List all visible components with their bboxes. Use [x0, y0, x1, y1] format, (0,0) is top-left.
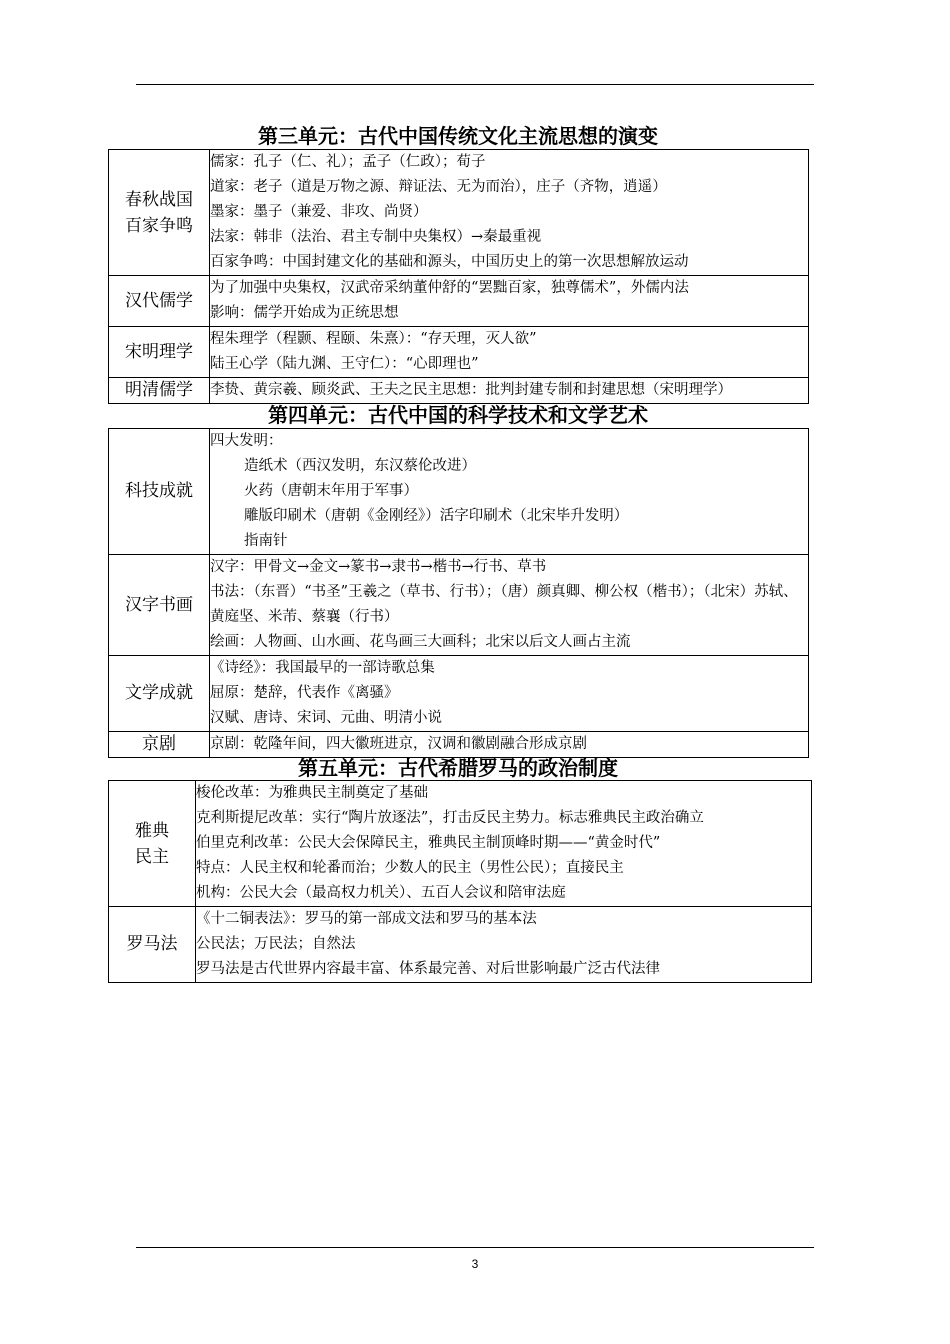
unit4-title: 第四单元：古代中国的科学技术和文学艺术 — [268, 403, 648, 427]
table-row — [109, 732, 809, 758]
row-content — [210, 429, 809, 555]
table-row — [109, 555, 809, 656]
text-line: 屈原：楚辞，代表作《离骚》 — [210, 685, 399, 701]
row-label: 科技成就 — [109, 429, 210, 555]
text-line: 影响：儒学开始成为正统思想 — [210, 305, 399, 321]
table-row — [109, 378, 809, 404]
text-line: 汉赋、唐诗、宋词、元曲、明清小说 — [210, 710, 442, 726]
row-content — [196, 781, 812, 907]
text-line: 梭伦改革：为雅典民主制奠定了基础 — [196, 785, 428, 801]
unit4-table — [108, 428, 809, 758]
table-row — [109, 429, 809, 555]
text-line: 罗马法是古代世界内容最丰富、体系最完善、对后世影响最广泛古代法律 — [196, 961, 660, 977]
text-line: 墨家：墨子（兼爱、非攻、尚贤） — [210, 204, 428, 220]
table-row — [109, 907, 812, 983]
text-line: 指南针 — [244, 533, 288, 549]
row-content — [210, 378, 809, 404]
text-line: 造纸术（西汉发明，东汉蔡伦改进） — [244, 458, 476, 474]
table-row — [109, 150, 809, 276]
row-content — [210, 732, 809, 758]
text-line: 绘画：人物画、山水画、花鸟画三大画科；北宋以后文人画占主流 — [210, 634, 631, 650]
text-line: 四大发明： — [210, 433, 283, 449]
text-line: 伯里克利改革：公民大会保障民主，雅典民主制顶峰时期——“黄金时代” — [196, 835, 661, 851]
footer-rule — [136, 1247, 814, 1248]
text-line: 《诗经》：我国最早的一部诗歌总集 — [210, 660, 435, 676]
header-rule — [136, 84, 814, 85]
row-label: 京剧 — [109, 732, 210, 758]
table-row — [109, 276, 809, 327]
row-label: 文学成就 — [109, 656, 210, 732]
text-line: 陆王心学（陆九渊、王守仁）：“心即理也” — [210, 356, 479, 372]
text-line: 克利斯提尼改革：实行“陶片放逐法”，打击反民主势力。标志雅典民主政治确立 — [196, 810, 704, 826]
text-line: 李贽、黄宗羲、顾炎武、王夫之民主思想：批判封建专制和封建思想（宋明理学） — [210, 382, 732, 398]
text-line: 百家争鸣：中国封建文化的基础和源头，中国历史上的第一次思想解放运动 — [210, 254, 689, 270]
row-label: 明清儒学 — [109, 378, 210, 404]
unit5-table — [108, 780, 812, 983]
text-line: 儒家：孔子（仁、礼）；孟子（仁政）；荀子 — [210, 154, 486, 170]
text-line: 特点：人民主权和轮番而治；少数人的民主（男性公民）；直接民主 — [196, 860, 624, 876]
text-line: 程朱理学（程颢、程颐、朱熹）：“存天理，灭人欲” — [210, 331, 537, 347]
row-label: 宋明理学 — [109, 327, 210, 378]
row-label: 罗马法 — [109, 907, 196, 983]
text-line: 汉字：甲骨文→金文→篆书→隶书→楷书→行书、草书 — [210, 559, 547, 575]
text-line: 京剧：乾隆年间，四大徽班进京，汉调和徽剧融合形成京剧 — [210, 736, 587, 752]
text-line: 雕版印刷术（唐朝《金刚经》）活字印刷术（北宋毕升发明） — [244, 508, 629, 524]
unit3-title: 第三单元：古代中国传统文化主流思想的演变 — [258, 124, 658, 148]
unit5-title: 第五单元：古代希腊罗马的政治制度 — [298, 756, 618, 780]
text-line: 机构：公民大会（最高权力机关）、五百人会议和陪审法庭 — [196, 885, 566, 901]
text-line: 法家：韩非（法治、君主专制中央集权）→秦最重视 — [210, 229, 542, 245]
text-line: 为了加强中央集权，汉武帝采纳董仲舒的“罢黜百家，独尊儒术”，外儒内法 — [210, 280, 689, 296]
text-line: 公民法；万民法；自然法 — [196, 936, 356, 952]
row-label: 汉字书画 — [109, 555, 210, 656]
unit3-table — [108, 149, 809, 404]
text-line: 书法：（东晋）“书圣”王羲之（草书、行书）；（唐）颜真卿、柳公权（楷书）；（北宋）苏轼、黄庭坚、米芾、蔡襄（行书） — [210, 584, 798, 625]
row-label: 春秋战国 百家争鸣 — [109, 150, 210, 276]
text-line: 火药（唐朝末年用于军事） — [244, 483, 418, 499]
table-row — [109, 781, 812, 907]
row-content — [210, 656, 809, 732]
row-content — [210, 276, 809, 327]
row-content — [210, 150, 809, 276]
table-row — [109, 327, 809, 378]
text-line: 道家：老子（道是万物之源、辩证法、无为而治），庄子（齐物，逍遥） — [210, 179, 667, 195]
text-line: 《十二铜表法》：罗马的第一部成文法和罗马的基本法 — [196, 911, 537, 927]
row-content — [210, 555, 809, 656]
row-label: 汉代儒学 — [109, 276, 210, 327]
table-row — [109, 656, 809, 732]
row-content — [196, 907, 812, 983]
page-number: 3 — [471, 1257, 479, 1271]
row-content — [210, 327, 809, 378]
row-label: 雅典 民主 — [109, 781, 196, 907]
